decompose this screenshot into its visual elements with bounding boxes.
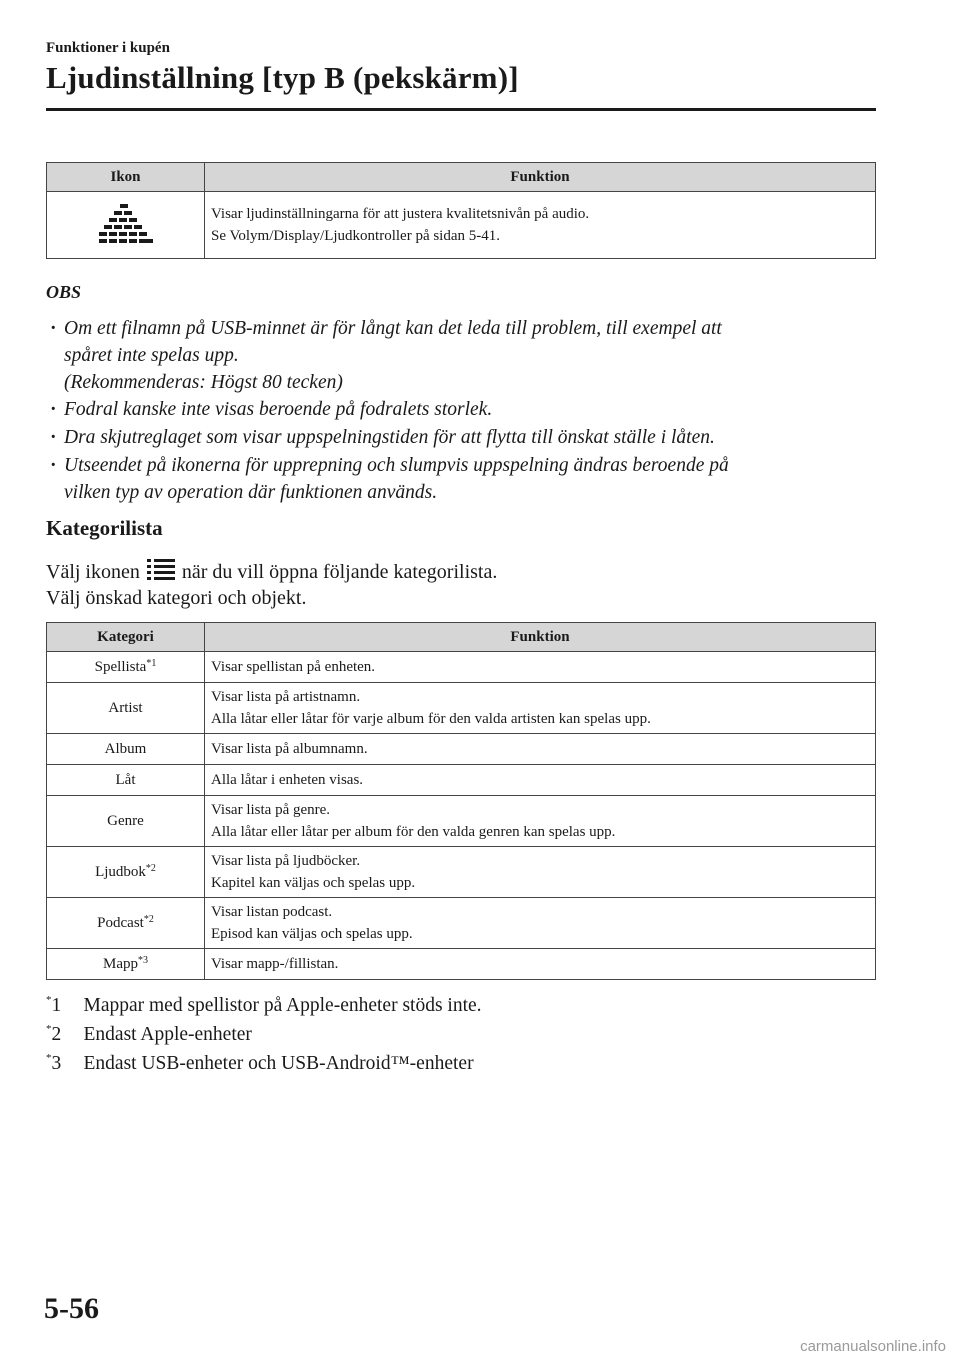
instruction-line: Välj önskad kategori och objekt. xyxy=(46,587,307,609)
list-icon xyxy=(147,558,175,580)
watermark: carmanualsonline.info xyxy=(800,1338,946,1355)
footnote xyxy=(46,994,482,1017)
bullet: · xyxy=(50,455,57,476)
function-text: Visar listan podcast. xyxy=(211,904,333,920)
note-text: (Rekommenderas: Högst 80 tecken) xyxy=(64,372,343,393)
footnote-number: 1 xyxy=(51,995,62,1016)
table-row xyxy=(47,652,876,683)
function-text: Visar lista på albumnamn. xyxy=(211,741,368,757)
icon-function-table xyxy=(46,162,876,259)
obs-note xyxy=(50,452,729,506)
table-row xyxy=(47,765,876,796)
note-text: Om ett filnamn på USB-minnet är för långt kan det leda till problem, till exempel att xyxy=(64,318,722,339)
footnote-ref: *2 xyxy=(143,914,154,925)
table-row xyxy=(47,898,876,949)
column-header-function: Funktion xyxy=(205,623,876,652)
bullet: · xyxy=(50,399,57,420)
function-cell xyxy=(205,652,876,683)
function-text: Alla låtar eller låtar för varje album för den valda artisten kan spelas upp. xyxy=(211,711,651,727)
function-text: Episod kan väljas och spelas upp. xyxy=(211,926,413,942)
category-cell xyxy=(47,847,205,898)
footnote-number: 3 xyxy=(51,1053,62,1074)
section-label: Funktioner i kupén xyxy=(46,40,170,56)
table-row xyxy=(47,192,876,259)
function-text: Visar lista på genre. xyxy=(211,802,331,818)
note-text: Utseendet på ikonerna för upprepning och slumpvis uppspelning ändras beroende på xyxy=(64,455,729,476)
footnote-mark: * xyxy=(46,1023,52,1035)
obs-note xyxy=(50,315,722,396)
table-row xyxy=(47,847,876,898)
function-cell xyxy=(205,796,876,847)
category-cell xyxy=(47,949,205,980)
table-header-row xyxy=(47,163,876,192)
page-title: Ljudinställning [typ B (pekskärm)] xyxy=(46,60,519,95)
function-text: Alla låtar i enheten visas. xyxy=(211,772,364,788)
footnote xyxy=(46,1052,474,1075)
function-text: Visar spellistan på enheten. xyxy=(211,659,376,675)
table-header-row xyxy=(47,623,876,652)
instruction-text: Välj ikonen xyxy=(46,561,140,583)
icon-cell xyxy=(47,192,205,259)
function-cell xyxy=(205,765,876,796)
note-text: Dra skjutreglaget som visar uppspelningstiden för att flytta till önskat ställe i låten. xyxy=(64,427,715,448)
category-cell xyxy=(47,652,205,683)
column-header-function: Funktion xyxy=(205,163,876,192)
bullet: · xyxy=(50,427,57,448)
category-name: Album xyxy=(104,740,147,757)
category-cell xyxy=(47,734,205,765)
footnote-mark: * xyxy=(46,994,52,1006)
category-cell xyxy=(47,898,205,949)
section-heading: Kategorilista xyxy=(46,516,163,540)
function-cell xyxy=(205,898,876,949)
category-table xyxy=(46,622,876,980)
function-cell xyxy=(205,734,876,765)
function-cell xyxy=(205,192,876,259)
category-cell xyxy=(47,683,205,734)
footnote-mark: * xyxy=(46,1052,52,1064)
table-row xyxy=(47,949,876,980)
category-cell xyxy=(47,796,205,847)
footnote-ref: *2 xyxy=(145,863,156,874)
page-number: 5-56 xyxy=(44,1292,99,1325)
footnote-text: Endast USB-enheter och USB-Android™-enheter xyxy=(83,1053,474,1074)
footnote-ref: *1 xyxy=(146,658,157,669)
title-divider xyxy=(46,108,876,111)
category-name: Mapp xyxy=(103,956,138,972)
category-name: Genre xyxy=(107,812,144,829)
footnote-text: Mappar med spellistor på Apple-enheter stöds inte. xyxy=(83,995,482,1016)
table-row xyxy=(47,796,876,847)
column-header-category: Kategori xyxy=(47,623,205,652)
function-text: Kapitel kan väljas och spelas upp. xyxy=(211,875,416,891)
function-text: Alla låtar eller låtar per album för den valda genren kan spelas upp. xyxy=(211,824,616,840)
equalizer-icon xyxy=(98,202,154,248)
instruction-text: när du vill öppna följande kategorilista. xyxy=(181,561,498,583)
category-name: Ljudbok xyxy=(95,864,146,880)
table-row xyxy=(47,683,876,734)
function-text: Visar ljudinställningarna för att justera kvalitetsnivån på audio. xyxy=(211,206,590,222)
footnote-ref: *3 xyxy=(138,955,148,966)
note-text: vilken typ av operation där funktionen används. xyxy=(64,482,438,503)
function-text: Visar lista på ljudböcker. xyxy=(211,853,361,869)
footnote xyxy=(46,1023,252,1046)
table-row xyxy=(47,734,876,765)
footnote-text: Endast Apple-enheter xyxy=(83,1024,252,1045)
instruction-line xyxy=(46,558,497,584)
category-name: Låt xyxy=(115,771,136,788)
function-text: Visar mapp-/fillistan. xyxy=(211,956,339,972)
obs-note xyxy=(50,424,715,451)
footnote-number: 2 xyxy=(51,1024,62,1045)
function-cell xyxy=(205,683,876,734)
obs-note xyxy=(50,396,492,423)
function-text: Se Volym/Display/Ljudkontroller på sidan 5-41. xyxy=(211,228,501,244)
note-text: Fodral kanske inte visas beroende på fodralets storlek. xyxy=(64,399,493,420)
bullet: · xyxy=(50,318,57,339)
obs-heading: OBS xyxy=(46,282,82,302)
category-cell xyxy=(47,765,205,796)
category-name: Podcast xyxy=(97,915,144,931)
category-name: Spellista xyxy=(94,659,147,675)
function-cell xyxy=(205,847,876,898)
category-name: Artist xyxy=(108,699,143,716)
function-text: Visar lista på artistnamn. xyxy=(211,689,361,705)
column-header-icon: Ikon xyxy=(47,163,205,192)
function-cell xyxy=(205,949,876,980)
note-text: spåret inte spelas upp. xyxy=(64,345,239,366)
